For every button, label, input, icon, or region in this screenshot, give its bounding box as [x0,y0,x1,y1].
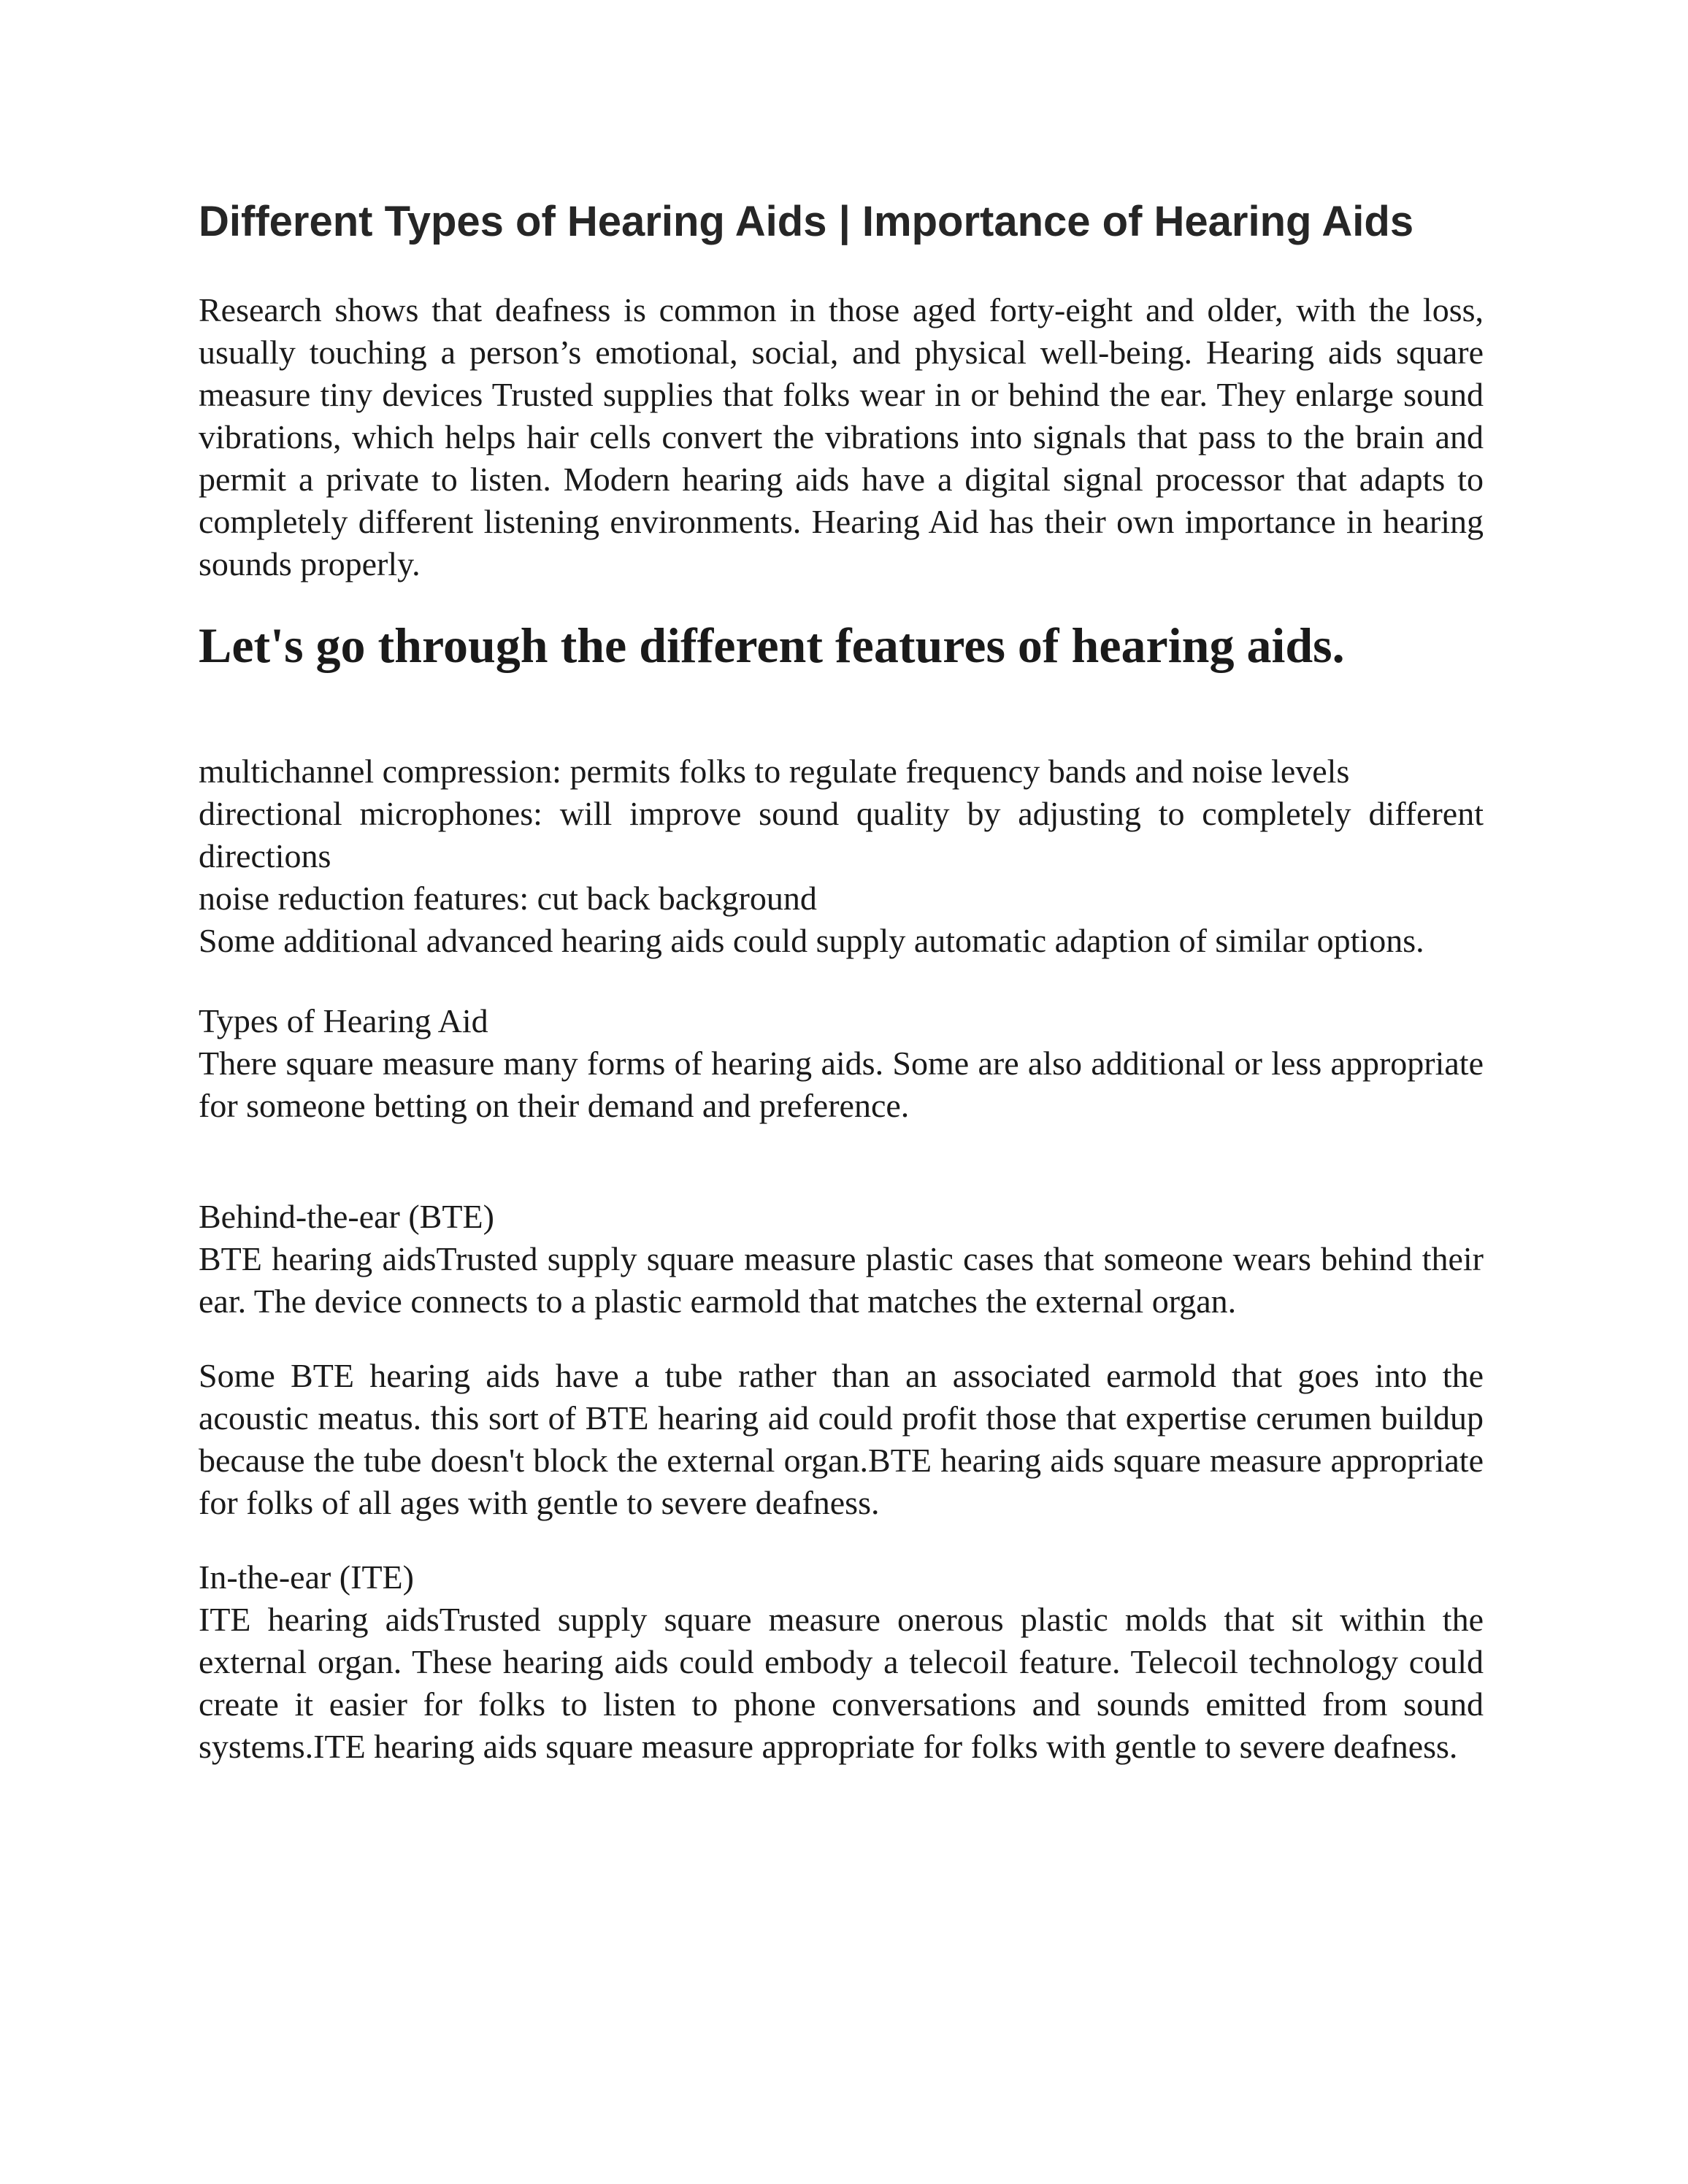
document-page [199,196,1484,1768]
feature-item: Some additional advanced hearing aids could supply automatic adaption of similar options. [199,922,1424,959]
feature-item: noise reduction features: cut back background [199,880,817,917]
bte-paragraph: BTE hearing aidsTrusted supply square measure plastic cases that someone wears behind their ear. The device connects to a plastic earmold that matches the external organ. [199,1240,1484,1320]
ite-heading: In-the-ear (ITE) [199,1558,414,1596]
bte-heading: Behind-the-ear (BTE) [199,1198,494,1235]
types-section [199,1000,1484,1127]
features-list [199,750,1484,962]
ite-paragraph: ITE hearing aidsTrusted supply square measure onerous plastic molds that sit within the external organ. These hearing aids could embody a telecoil feature. Telecoil technology could create it easier for folks to listen to phone conversations and sounds emitted from sound systems.ITE hearing aids square measure appropriate for folks with gentle to severe deafness. [199,1601,1484,1765]
features-heading: Let's go through the different features of hearing aids. [199,618,1345,673]
types-paragraph: There square measure many forms of hearing aids. Some are also additional or less appropriate for someone betting on their demand and preference. [199,1045,1484,1124]
bte-paragraph-2: Some BTE hearing aids have a tube rather than an associated earmold that goes into the acoustic meatus. this sort of BTE hearing aid could profit those that expertise cerumen buildup because the tube doesn't block the external organ.BTE hearing aids square measure appropriate for folks of all ages with gentle to severe deafness. [199,1357,1484,1521]
bte-section [199,1196,1484,1323]
types-heading: Types of Hearing Aid [199,1002,488,1039]
document-title: Different Types of Hearing Aids | Importance of Hearing Aids [199,198,1414,245]
ite-section [199,1556,1484,1768]
feature-item: multichannel compression: permits folks to regulate frequency bands and noise levels [199,753,1350,790]
feature-item: directional microphones: will improve sound quality by adjusting to completely different directions [199,795,1484,874]
intro-paragraph: Research shows that deafness is common in those aged forty-eight and older, with the loss, usually touching a person’s emotional, social, and physical well-being. Hearing aids square measure tiny devices Trusted supplies that folks wear in or behind the ear. They enlarge sound vibrations, which helps hair cells convert the vibrations into signals that pass to the brain and permit a private to listen. Modern hearing aids have a digital signal processor that adapts to completely different listening environments. Hearing Aid has their own importance in hearing sounds properly. [199,291,1484,582]
